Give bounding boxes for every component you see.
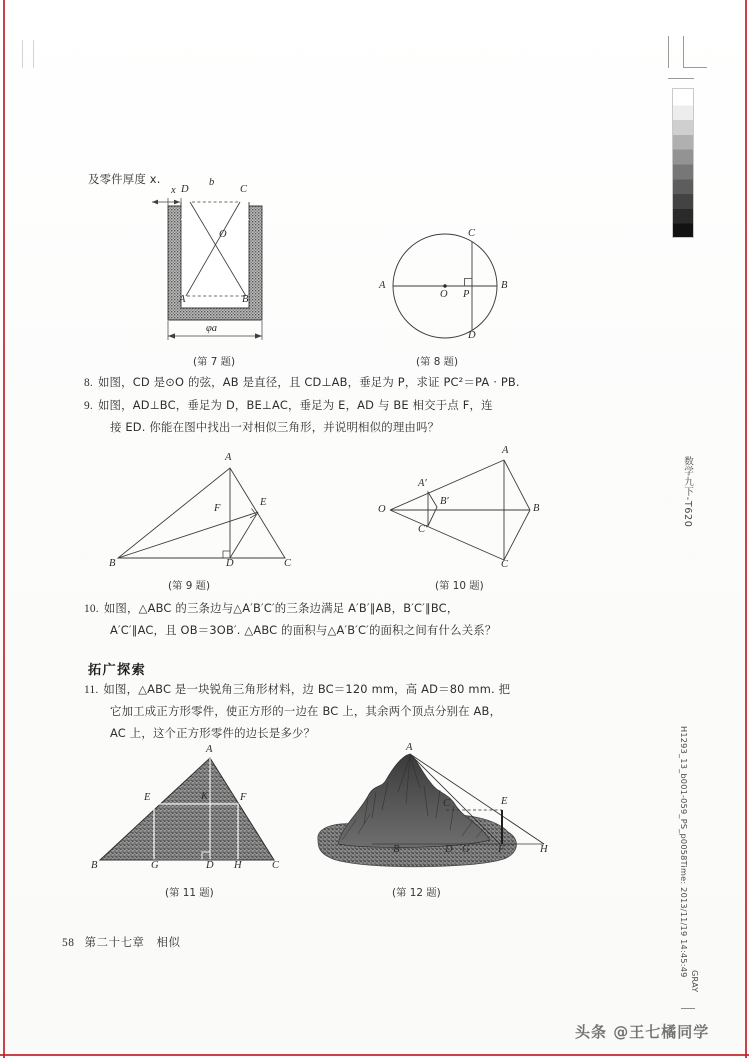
registration-mark-icon xyxy=(668,78,694,79)
figure-7-label-C: C xyxy=(240,184,248,195)
figure-12-label-H: H xyxy=(540,844,548,855)
figure-11-label-H: H xyxy=(234,860,242,871)
problem-10-line-2: A′C′∥AC，且 OB＝3OB′. △ABC 的面积与△A′B′C′的面积之间有什么关系？ xyxy=(110,623,497,637)
problem-11-cont-1 xyxy=(110,701,570,723)
problem-11-line-3: AC 上，这个正方形零件的边长是多少？ xyxy=(110,726,316,740)
problem-11-number: 11. xyxy=(84,684,99,696)
figure-7-label-O: O xyxy=(219,229,227,240)
figure-11-label-D: D xyxy=(206,860,214,871)
problem-11-line-2: 它加工成正方形零件，使正方形的一边在 BC 上，其余两个顶点分别在 AB， xyxy=(110,704,502,718)
figure-12-caption: (第 12 题) xyxy=(392,887,441,899)
problem-10-line-1: 如图，△ABC 的三条边与△A′B′C′的三条边满足 A′B′∥AB，B′C′∥BC， xyxy=(103,601,459,615)
figure-7 xyxy=(150,177,285,353)
figure-11-caption: (第 11 题) xyxy=(165,887,214,899)
watermark: 头条 @王七橘同学 xyxy=(575,1023,710,1041)
registration-mark-icon xyxy=(683,36,684,68)
figure-10-label-B: B xyxy=(533,503,540,514)
figure-7-label-b: b xyxy=(209,177,215,188)
page-number: 58 xyxy=(62,937,75,949)
problem-8-number: 8. xyxy=(84,377,93,389)
figure-12-label-G: G xyxy=(462,844,470,855)
problem-9-number: 9. xyxy=(84,400,93,412)
figure-11-label-G: G xyxy=(151,860,159,871)
figure-10-caption: (第 10 题) xyxy=(435,580,484,592)
crop-line-bottom xyxy=(0,1054,749,1056)
figure-10-label-O: O xyxy=(378,504,386,515)
figure-9-label-D: D xyxy=(226,558,234,569)
figure-12 xyxy=(312,742,552,883)
figure-9 xyxy=(110,450,310,575)
figure-10 xyxy=(378,445,562,573)
figure-12-label-D: D xyxy=(445,844,453,855)
figure-9-caption: (第 9 题) xyxy=(168,580,211,592)
figure-9-label-E: E xyxy=(260,497,267,508)
page-footer xyxy=(62,934,181,950)
figure-7-label-D: D xyxy=(181,184,189,195)
problem-9-line-2: 接 ED. 你能在图中找出一对相似三角形，并说明相似的理由吗？ xyxy=(110,420,440,434)
registration-mark-icon xyxy=(22,40,23,68)
figure-8-caption: (第 8 题) xyxy=(416,356,459,368)
side-book-title: 数学九下-T620 xyxy=(682,456,693,528)
figure-9-label-C: C xyxy=(284,558,292,569)
figure-12-label-B: B xyxy=(393,844,400,855)
problem-8 xyxy=(84,372,520,395)
side-color-mode: GRAY xyxy=(690,970,700,993)
figure-11-label-E: E xyxy=(144,792,151,803)
figure-7-label-A: A xyxy=(179,294,186,305)
chapter-title: 第二十七章 相似 xyxy=(84,935,181,949)
figure-8-label-O: O xyxy=(440,289,448,300)
figure-11 xyxy=(91,744,284,883)
figure-12-label-A: A xyxy=(406,742,413,753)
figure-12-label-E: E xyxy=(501,796,508,807)
registration-mark-icon xyxy=(683,67,707,68)
figure-8-label-D: D xyxy=(468,330,476,341)
figure-10-label-C: C xyxy=(501,559,509,570)
figure-11-label-B: B xyxy=(91,860,98,871)
problem-11-cont-2 xyxy=(110,723,570,745)
figure-7-label-x: x xyxy=(171,185,176,196)
registration-mark-icon xyxy=(668,36,669,68)
figure-10-label-B-prime: B′ xyxy=(440,496,449,507)
problem-9 xyxy=(84,395,554,418)
figure-9-label-F: F xyxy=(214,503,221,514)
figure-10-label-C-prime: C′ xyxy=(418,524,428,535)
crop-line-right xyxy=(745,0,747,1058)
figure-10-label-A: A xyxy=(502,445,509,456)
figure-8 xyxy=(380,228,520,353)
problem-9-cont xyxy=(110,417,560,439)
figure-12-label-F: F xyxy=(498,844,505,855)
figure-8-label-B: B xyxy=(501,280,508,291)
registration-mark-icon xyxy=(33,40,34,68)
figure-11-label-K: K xyxy=(201,791,209,802)
figure-11-label-F: F xyxy=(240,792,247,803)
section-heading: 拓广探索 xyxy=(88,663,146,678)
figure-11-label-C: C xyxy=(272,860,280,871)
figure-7-label-phi-a: φa xyxy=(206,323,218,334)
figure-7-caption: (第 7 题) xyxy=(193,356,236,368)
figure-12-label-C: C xyxy=(443,798,451,809)
problem-10-cont xyxy=(110,620,570,642)
side-print-metadata: H1293_13_b001-059_PS_p0058Time: 2013/11/19 14:45:49 xyxy=(679,726,689,978)
figure-8-label-A: A xyxy=(379,280,386,291)
side-rule-divider xyxy=(681,1008,695,1009)
problem-10-number: 10. xyxy=(84,603,99,615)
problem-10 xyxy=(84,598,554,621)
crop-line-left xyxy=(3,0,5,1058)
figure-9-label-A: A xyxy=(225,452,232,463)
figure-11-label-A: A xyxy=(206,744,213,755)
figure-7-label-B: B xyxy=(242,294,249,305)
figure-8-label-C: C xyxy=(468,228,476,239)
problem-11 xyxy=(84,679,554,702)
figure-9-label-B: B xyxy=(109,558,116,569)
problem-9-line-1: 如图，AD⊥BC，垂足为 D，BE⊥AC，垂足为 E，AD 与 BE 相交于点 F，连 xyxy=(97,398,493,412)
grayscale-calibration-strip xyxy=(672,88,694,238)
problem-8-line-1: 如图，CD 是⊙O 的弦，AB 是直径，且 CD⊥AB，垂足为 P，求证 PC²＝PA · PB. xyxy=(97,375,520,389)
problem-11-line-1: 如图，△ABC 是一块锐角三角形材料，边 BC＝120 mm，高 AD＝80 mm. 把 xyxy=(103,682,511,696)
figure-10-label-A-prime: A′ xyxy=(418,478,427,489)
figure-8-label-P: P xyxy=(463,289,470,300)
top-fragment-label: 及零件厚度 x. xyxy=(88,172,161,186)
